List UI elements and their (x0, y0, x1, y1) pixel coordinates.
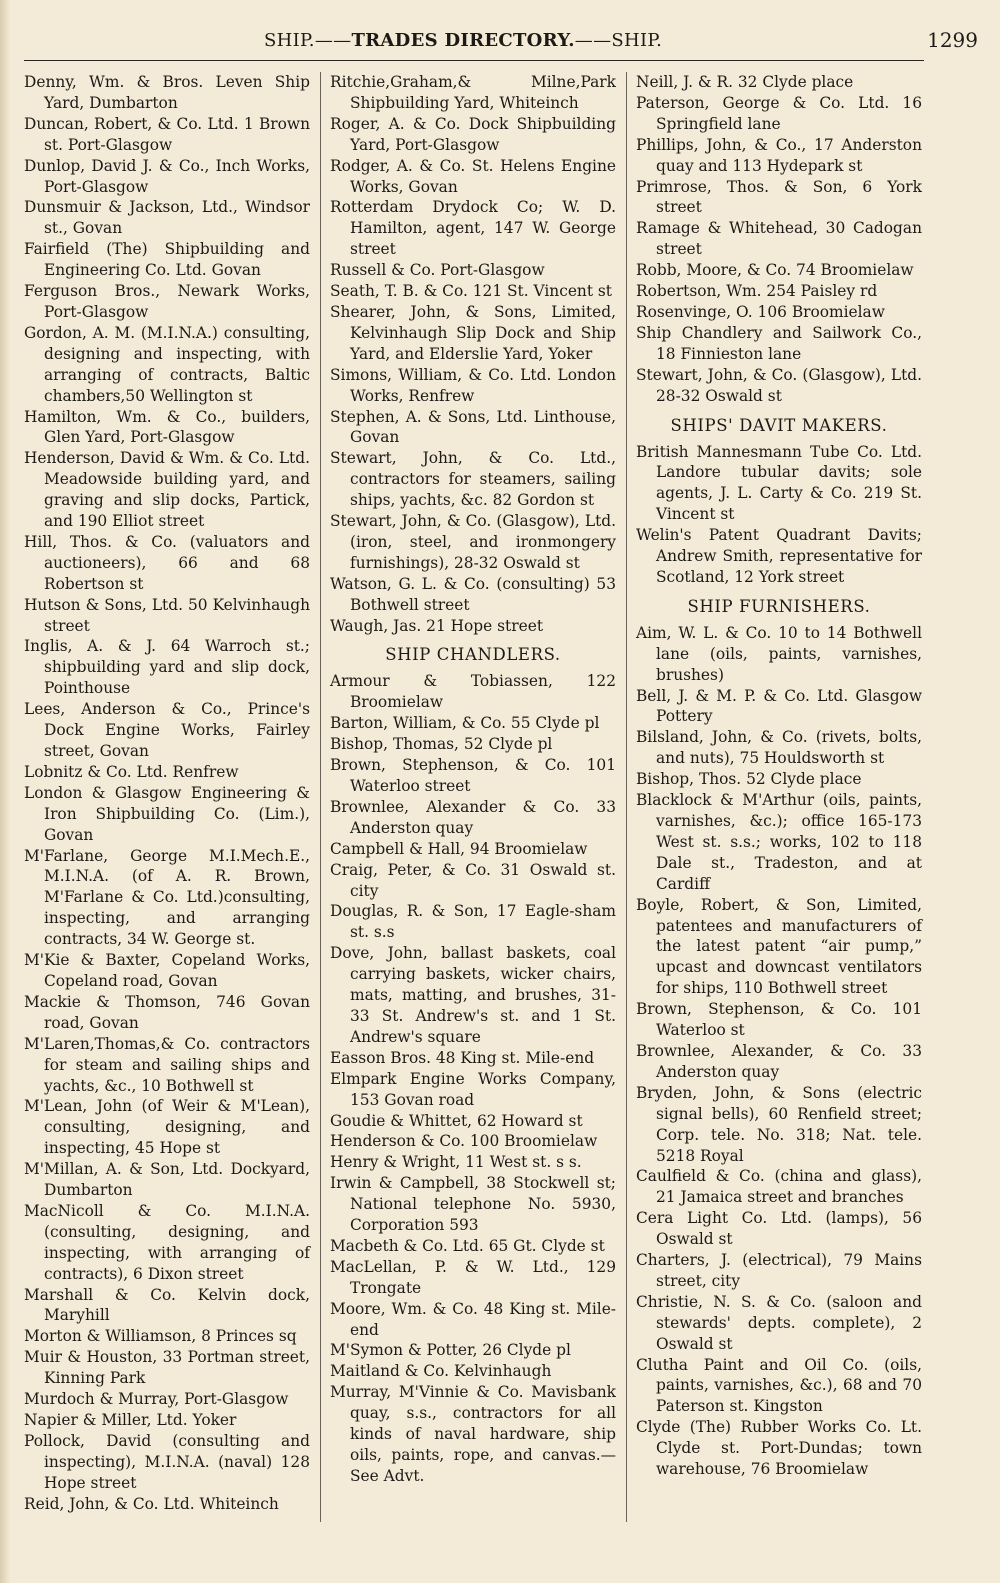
directory-entry: Gordon, A. M. (M.I.N.A.) consulting, designing and inspecting, with arranging of contracts, Baltic chambers,50 Wellington st (24, 323, 310, 405)
directory-entry: Duncan, Robert, & Co. Ltd. 1 Brown st. Port-Glasgow (24, 114, 310, 154)
directory-entry: Bryden, John, & Sons (electric signal bells), 60 Renfield street; Corp. tele. No. 318; Nat. tele. 5218 Royal (636, 1083, 922, 1165)
directory-entry: Goudie & Whittet, 62 Howard st (330, 1111, 583, 1130)
column-divider (320, 72, 321, 1522)
directory-entry: Robertson, Wm. 254 Paisley rd (636, 282, 878, 301)
directory-entry: Seath, T. B. & Co. 121 St. Vincent st (330, 282, 612, 301)
directory-entry: Stewart, John, & Co. (Glasgow), Ltd. 28-32 Oswald st (636, 365, 922, 405)
directory-entry: Henderson, David & Wm. & Co. Ltd. Meadowside building yard, and graving and slip docks, Partick, and 190 Elliot street (24, 449, 310, 531)
directory-entry: Brownlee, Alexander, & Co. 33 Anderston quay (636, 1041, 922, 1081)
directory-entry: Boyle, Robert, & Son, Limited, patentees and manufacturers of the latest patent “air pump,” upcast and downcast ventilators for ships, 110 Bothwell street (636, 895, 922, 998)
directory-entry: Henry & Wright, 11 West st. s s. (330, 1153, 582, 1172)
directory-entry: Mackie & Thomson, 746 Govan road, Govan (24, 992, 310, 1032)
directory-entry: M'Laren,Thomas,& Co. contractors for steam and sailing ships and yachts, &c., 10 Bothwell st (24, 1034, 310, 1095)
directory-entry: Macbeth & Co. Ltd. 65 Gt. Clyde st (330, 1236, 605, 1255)
section-heading: SHIPS' DAVIT MAKERS. (670, 415, 888, 435)
directory-entry: British Mannesmann Tube Co. Ltd. Landore tubular davits; sole agents, J. L. Carty & Co. 219 St. Vincent st (636, 442, 922, 524)
directory-entry: Rosenvinge, O. 106 Broomielaw (636, 302, 885, 321)
directory-entry: Charters, J. (electrical), 79 Mains street, city (636, 1251, 922, 1290)
directory-entry: Maitland & Co. Kelvinhaugh (330, 1362, 552, 1381)
directory-entry: Douglas, R. & Son, 17 Eagle-sham st. s.s (330, 902, 616, 942)
directory-entry: Pollock, David (consulting and inspecting), M.I.N.A. (naval) 128 Hope street (24, 1431, 310, 1492)
page-number: 1299 (927, 28, 978, 52)
directory-entry: Morton & Williamson, 8 Princes sq (24, 1327, 297, 1346)
directory-entry: Ferguson Bros., Newark Works, Port-Glasgow (24, 282, 310, 321)
directory-entry: Hutson & Sons, Ltd. 50 Kelvinhaugh street (24, 595, 310, 635)
directory-entry: MacLellan, P. & W. Ltd., 129 Trongate (330, 1257, 616, 1297)
directory-entry: Christie, N. S. & Co. (saloon and stewards' depts. complete), 2 Oswald st (636, 1292, 922, 1353)
directory-entry: Bell, J. & M. P. & Co. Ltd. Glasgow Pottery (636, 686, 922, 726)
directory-entry: Moore, Wm. & Co. 48 King st. Mile-end (330, 1299, 616, 1339)
directory-entry: Henderson & Co. 100 Broomielaw (330, 1132, 598, 1151)
directory-entry: Lees, Anderson & Co., Prince's Dock Engine Works, Fairley street, Govan (24, 700, 310, 760)
directory-entry: Brown, Stephenson, & Co. 101 Waterloo street (330, 756, 616, 795)
column-divider (626, 72, 627, 1522)
directory-entry: Stewart, John, & Co. (Glasgow), Ltd. (iron, steel, and ironmongery furnishings), 28-32 Oswald st (330, 512, 616, 572)
page-edge (0, 0, 10, 1583)
directory-entry: Shearer, John, & Sons, Limited, Kelvinhaugh Slip Dock and Ship Yard, and Elderslie Yard, Yoker (330, 302, 616, 363)
directory-entry: Watson, G. L. & Co. (consulting) 53 Bothwell street (330, 574, 616, 614)
directory-entry: Stephen, A. & Sons, Ltd. Linthouse, Govan (330, 407, 616, 447)
directory-entry: Easson Bros. 48 King st. Mile-end (330, 1048, 595, 1067)
directory-entry: Rotterdam Drydock Co; W. D. Hamilton, agent, 147 W. George street (330, 198, 616, 259)
directory-entry: Napier & Miller, Ltd. Yoker (24, 1411, 237, 1429)
column-2 (330, 72, 616, 1487)
directory-entry: Dove, John, ballast baskets, coal carrying baskets, wicker chairs, mats, matting, and brushes, 31-33 St. Andrew's st. and 1 St. Andrew's square (330, 944, 616, 1046)
directory-entry: Clyde (The) Rubber Works Co. Lt. Clyde st. Port-Dundas; town warehouse, 76 Broomielaw (636, 1418, 922, 1479)
directory-entry: M'Millan, A. & Son, Ltd. Dockyard, Dumbarton (24, 1160, 310, 1200)
directory-entry: Denny, Wm. & Bros. Leven Ship Yard, Dumbarton (24, 73, 310, 112)
directory-entry: Blacklock & M'Arthur (oils, paints, varnishes, &c.); office 165-173 West st. s.s.; works, 102 to 118 Dale st., Tradeston, and at Cardiff (636, 791, 922, 893)
directory-entry: Craig, Peter, & Co. 31 Oswald st. city (330, 860, 616, 900)
directory-entry: Rodger, A. & Co. St. Helens Engine Works, Govan (330, 156, 616, 196)
directory-entry: Dunsmuir & Jackson, Ltd., Windsor st., Govan (24, 198, 310, 238)
directory-entry: Neill, J. & R. 32 Clyde place (636, 73, 854, 91)
directory-entry: Cera Light Co. Ltd. (lamps), 56 Oswald st (636, 1209, 922, 1249)
directory-entry: Lobnitz & Co. Ltd. Renfrew (24, 762, 239, 781)
running-head-title: TRADES DIRECTORY. (351, 30, 575, 51)
directory-entry: Aim, W. L. & Co. 10 to 14 Bothwell lane (oils, paints, varnishes, brushes) (636, 623, 922, 684)
directory-entry: Barton, William, & Co. 55 Clyde pl (330, 714, 600, 733)
running-head-left: SHIP.—— (264, 30, 352, 51)
directory-entry: London & Glasgow Engineering & Iron Shipbuilding Co. (Lim.), Govan (24, 783, 310, 844)
directory-entry: Robb, Moore, & Co. 74 Broomielaw (636, 261, 914, 280)
directory-entry: Phillips, John, & Co., 17 Anderston quay and 113 Hydepark st (636, 135, 922, 175)
directory-entry: Murdoch & Murray, Port-Glasgow (24, 1390, 289, 1409)
directory-entry: Muir & Houston, 33 Portman street, Kinning Park (24, 1348, 310, 1388)
directory-entry: Inglis, A. & J. 64 Warroch st.; shipbuilding yard and slip dock, Pointhouse (24, 637, 310, 698)
directory-entry: Bilsland, John, & Co. (rivets, bolts, and nuts), 75 Houldsworth st (636, 728, 922, 768)
directory-entry: M'Symon & Potter, 26 Clyde pl (330, 1341, 571, 1360)
directory-entry: Campbell & Hall, 94 Broomielaw (330, 839, 588, 858)
directory-entry: Marshall & Co. Kelvin dock, Maryhill (24, 1285, 310, 1325)
directory-entry: M'Lean, John (of Weir & M'Lean), consulting, designing, and inspecting, 45 Hope st (24, 1097, 310, 1158)
section-heading: SHIP FURNISHERS. (687, 596, 871, 616)
directory-entry: Stewart, John, & Co. Ltd., contractors for steamers, sailing ships, yachts, &c. 82 Gordon st (330, 449, 616, 510)
directory-entry: Murray, M'Vinnie & Co. Mavisbank quay, s.s., contractors for all kinds of naval hardware, ship oils, paints, rope, and canvas.—See Advt. (330, 1383, 616, 1485)
directory-entry: Clutha Paint and Oil Co. (oils, paints, varnishes, &c.), 68 and 70 Paterson st. Kingston (636, 1355, 922, 1416)
directory-columns (24, 72, 930, 1572)
directory-entry: Ship Chandlery and Sailwork Co., 18 Finnieston lane (636, 323, 922, 363)
directory-entry: Brownlee, Alexander & Co. 33 Anderston quay (330, 797, 616, 837)
directory-entry: Bishop, Thomas, 52 Clyde pl (330, 735, 553, 754)
section-heading: SHIP CHANDLERS. (385, 645, 561, 665)
directory-entry: Armour & Tobiassen, 122 Broomielaw (330, 672, 616, 712)
directory-entry: Ramage & Whitehead, 30 Cadogan street (636, 219, 922, 259)
directory-entry: Brown, Stephenson, & Co. 101 Waterloo st (636, 1000, 922, 1040)
directory-entry: Welin's Patent Quadrant Davits; Andrew Smith, representative for Scotland, 12 York street (636, 526, 922, 586)
directory-entry: M'Farlane, George M.I.Mech.E., M.I.N.A. (of A. R. Brown, M'Farlane & Co. Ltd.)consulting, inspecting, and arranging contracts, 34 W. George st. (24, 846, 310, 949)
directory-entry: M'Kie & Baxter, Copeland Works, Copeland road, Govan (24, 951, 310, 990)
directory-entry: Roger, A. & Co. Dock Shipbuilding Yard, Port-Glasgow (330, 114, 616, 154)
directory-entry: Waugh, Jas. 21 Hope street (330, 616, 544, 635)
directory-entry: Fairfield (The) Shipbuilding and Engineering Co. Ltd. Govan (24, 240, 310, 280)
column-1 (24, 72, 310, 1515)
directory-entry: Irwin & Campbell, 38 Stockwell st; National telephone No. 5930, Corporation 593 (330, 1174, 616, 1235)
directory-entry: Reid, John, & Co. Ltd. Whiteinch (24, 1494, 279, 1513)
header-rule (24, 60, 924, 61)
column-3 (636, 72, 922, 1480)
running-head (264, 30, 662, 51)
page-header (24, 28, 978, 60)
directory-entry: Hamilton, Wm. & Co., builders, Glen Yard, Port-Glasgow (24, 407, 310, 447)
directory-entry: Ritchie,Graham,& Milne,Park Shipbuilding Yard, Whiteinch (330, 73, 616, 112)
directory-entry: Paterson, George & Co. Ltd. 16 Springfield lane (636, 93, 922, 133)
directory-entry: MacNicoll & Co. M.I.N.A. (consulting, designing, and inspecting, with arranging of contracts), 6 Dixon street (24, 1201, 310, 1283)
directory-entry: Hill, Thos. & Co. (valuators and auctioneers), 66 and 68 Robertson st (24, 532, 310, 593)
directory-entry: Russell & Co. Port-Glasgow (330, 261, 545, 280)
directory-entry: Primrose, Thos. & Son, 6 York street (636, 177, 922, 217)
running-head-right: ——SHIP. (574, 30, 663, 51)
directory-entry: Bishop, Thos. 52 Clyde place (636, 770, 862, 789)
directory-entry: Caulfield & Co. (china and glass), 21 Jamaica street and branches (636, 1167, 922, 1207)
directory-entry: Dunlop, David J. & Co., Inch Works, Port-Glasgow (24, 156, 310, 196)
directory-entry: Elmpark Engine Works Company, 153 Govan road (330, 1069, 616, 1109)
directory-entry: Simons, William, & Co. Ltd. London Works, Renfrew (330, 365, 616, 405)
